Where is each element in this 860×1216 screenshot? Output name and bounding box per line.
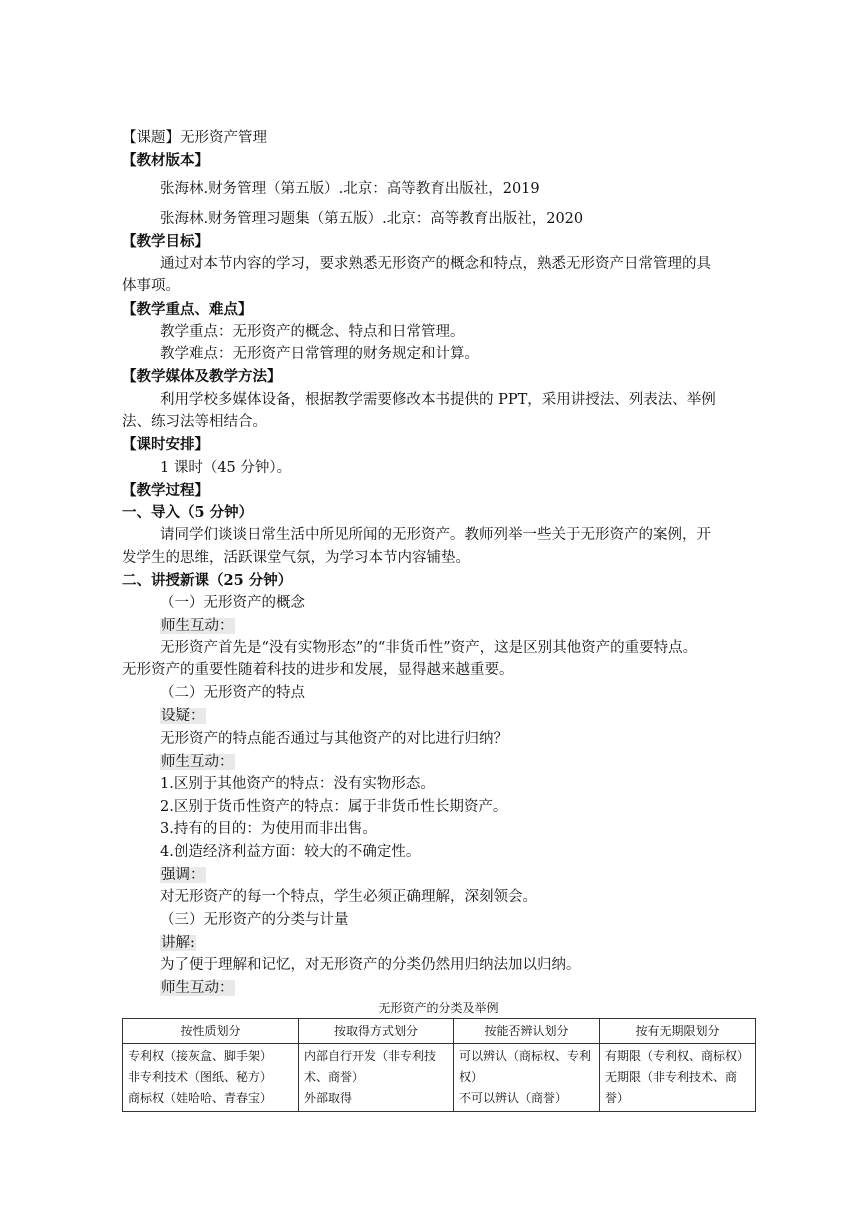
table-caption: 无形资产的分类及举例: [378, 1001, 499, 1015]
activity-label-wrap: [160, 932, 196, 954]
table-cell: [454, 1044, 600, 1112]
topic-heading: （二）无形资产的特点: [160, 685, 305, 701]
column-header: 按有无期限划分: [600, 1019, 756, 1044]
paragraph-line: 为了便于理解和记忆，对无形资产的分类仍然用归纳法加以归纳。: [160, 957, 581, 973]
list-item: 4.创造经济利益方面：较大的不确定性。: [160, 844, 421, 860]
paragraph-line: 教学重点：无形资产的概念、特点和日常管理。: [160, 324, 465, 340]
paragraph-line: 1 课时（45 分钟）。: [160, 460, 292, 476]
section-heading-schedule: 【课时安排】: [122, 436, 209, 453]
paragraph-line: 法、练习法等相结合。: [122, 414, 267, 430]
cell-line: 非专利技术（图纸、秘方）: [128, 1070, 273, 1084]
column-header: 按性质划分: [123, 1019, 299, 1044]
activity-label: 师生互动：: [161, 618, 234, 634]
activity-label-wrap: [160, 615, 235, 637]
cell-line: 有期限（专利权、商标权）: [605, 1049, 750, 1063]
activity-label: 设疑：: [161, 708, 205, 724]
paragraph-line: 请同学们谈谈日常生活中所见所闻的无形资产。教师列举一些关于无形资产的案例，开: [160, 527, 711, 543]
list-item: 1.区别于其他资产的特点：没有实物形态。: [160, 776, 435, 792]
subheading-new-lesson: 二、讲授新课（25 分钟）: [122, 572, 293, 589]
activity-label-wrap: [160, 705, 206, 727]
textbook-reference-2: 张海林.财务管理习题集（第五版）.北京：高等教育出版社，2020: [160, 211, 584, 227]
cell-line: 无期限（非专利技术、商誉）: [605, 1070, 738, 1105]
topic-heading: （三）无形资产的分类与计量: [160, 912, 349, 928]
table-row: [123, 1044, 756, 1112]
lesson-title: 【课题】无形资产管理: [122, 130, 267, 146]
paragraph-line: 体事项。: [122, 278, 180, 294]
activity-label: 讲解:: [161, 935, 195, 951]
activity-label-wrap: [160, 751, 235, 773]
paragraph-line: 发学生的思维，活跃课堂气氛，为学习本节内容铺垫。: [122, 550, 470, 566]
section-heading-methods: 【教学媒体及教学方法】: [122, 368, 282, 385]
table-cell: [600, 1044, 756, 1112]
classification-table: [122, 1018, 756, 1112]
cell-line: 专利权（接灰盒、脚手架）: [128, 1049, 273, 1063]
subheading-intro: 一、导入（5 分钟）: [122, 504, 254, 521]
paragraph-line: 无形资产的特点能否通过与其他资产的对比进行归纳？: [160, 731, 508, 747]
activity-label: 师生互动：: [161, 754, 234, 770]
cell-line: 外部取得: [304, 1091, 353, 1105]
table-header-row: [123, 1019, 756, 1044]
activity-label-wrap: [160, 977, 235, 999]
activity-label: 强调：: [161, 867, 205, 883]
paragraph-line: 无形资产的重要性随着科技的进步和发展，显得越来越重要。: [122, 662, 514, 678]
cell-line: 商标权（娃哈哈、青春宝）: [128, 1091, 273, 1105]
paragraph-line: 对无形资产的每一个特点，学生必须正确理解，深刻领会。: [160, 889, 537, 905]
cell-line: 内部自行开发（非专利技术、商誉）: [304, 1049, 437, 1084]
table-cell: [299, 1044, 454, 1112]
section-heading-key-points: 【教学重点、难点】: [122, 301, 253, 318]
table-cell: [123, 1044, 299, 1112]
cell-line: 可以辨认（商标权、专利权）: [459, 1049, 592, 1084]
list-item: 3.持有的目的：为使用而非出售。: [160, 821, 377, 837]
section-heading-objectives: 【教学目标】: [122, 233, 209, 250]
section-heading-process: 【教学过程】: [122, 482, 209, 499]
paragraph-line: 教学难点：无形资产日常管理的财务规定和计算。: [160, 346, 479, 362]
list-item: 2.区别于货币性资产的特点：属于非货币性长期资产。: [160, 799, 508, 815]
paragraph-line: 通过对本节内容的学习，要求熟悉无形资产的概念和特点，熟悉无形资产日常管理的具: [160, 256, 711, 272]
paragraph-line: 利用学校多媒体设备，根据教学需要修改本书提供的 PPT，采用讲授法、列表法、举例: [160, 392, 716, 408]
topic-heading: （一）无形资产的概念: [160, 595, 305, 611]
activity-label: 师生互动：: [161, 980, 234, 996]
column-header: 按取得方式划分: [299, 1019, 454, 1044]
section-heading-textbook: 【教材版本】: [122, 152, 209, 169]
textbook-reference-1: 张海林.财务管理（第五版）.北京：高等教育出版社，2019: [160, 181, 540, 197]
cell-line: 不可以辨认（商誉）: [459, 1091, 568, 1105]
column-header: 按能否辨认划分: [454, 1019, 600, 1044]
activity-label-wrap: [160, 864, 206, 886]
paragraph-line: 无形资产首先是“没有实物形态”的“非货币性”资产，这是区别其他资产的重要特点。: [160, 640, 698, 656]
